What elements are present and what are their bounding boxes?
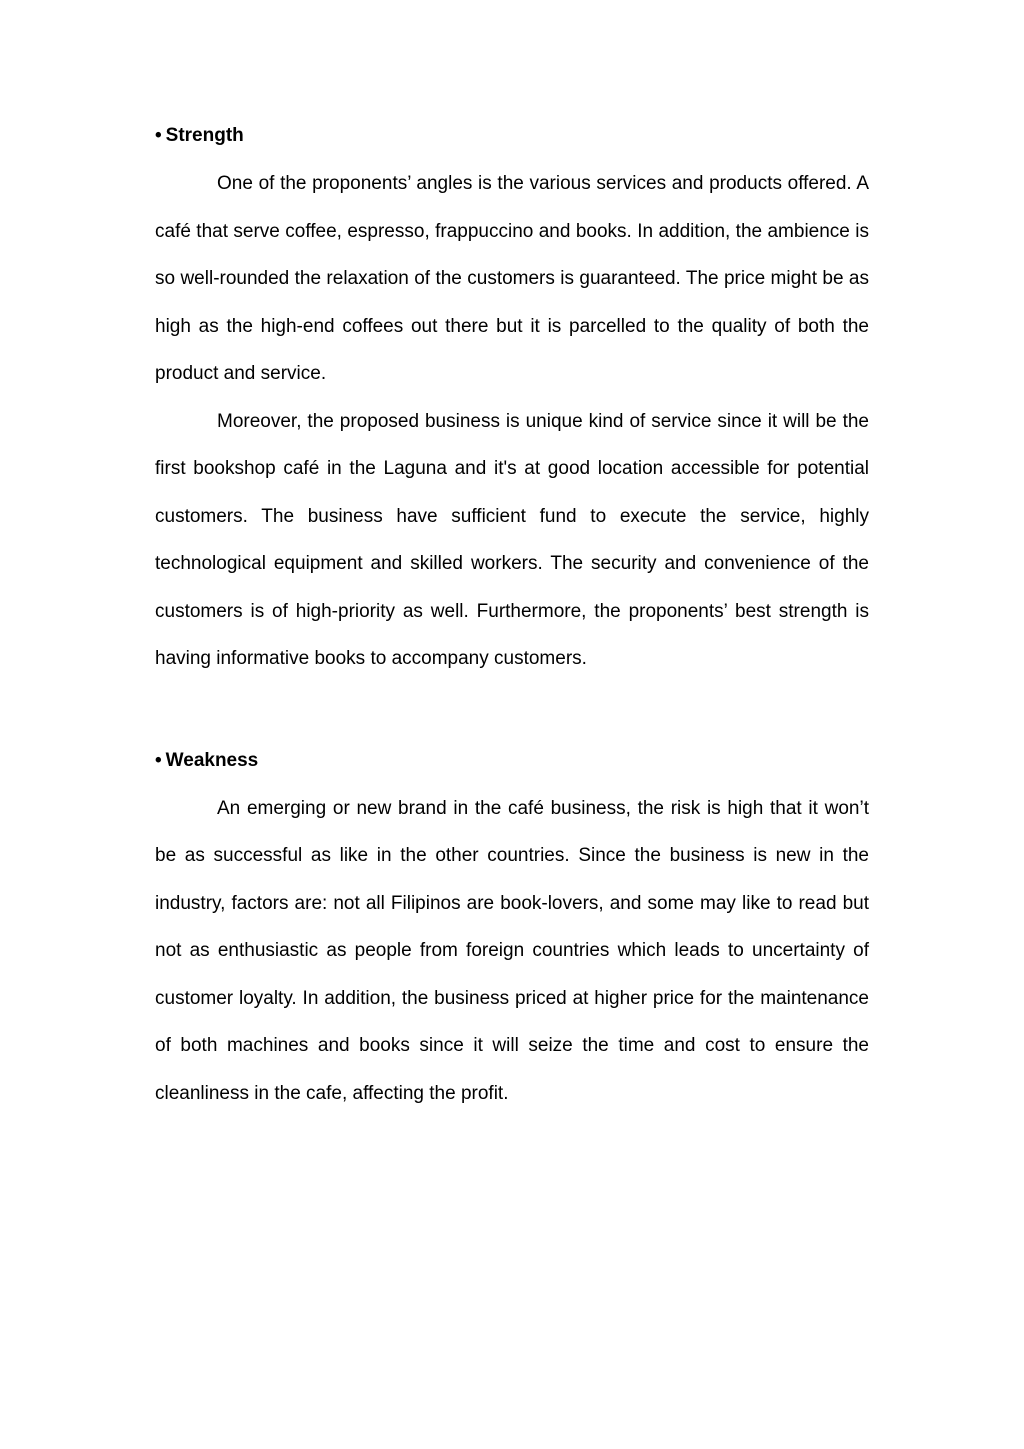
heading-text: Weakness (165, 749, 259, 771)
document-body (155, 118, 869, 1117)
bullet-icon: • (155, 749, 162, 771)
bullet-icon: • (155, 125, 162, 146)
weakness-paragraph-1: An emerging or new brand in the café business, the risk is high that it won’t be as successful as like in the other countries. Since the business is new in the industry, factors are: not all Filipinos are book-lovers, and some may like to read but not as enthusiastic as people from foreign countries which leads to uncertainty of customer loyalty. In addition, the business priced at higher price for the maintenance of both machines and books since it will seize the time and cost to ensure the cleanliness in the cafe, affecting the profit. (155, 797, 869, 1104)
section-spacer (155, 683, 869, 743)
section-heading-weakness (155, 743, 869, 779)
heading-text: Strength (165, 125, 244, 146)
strength-paragraph-1: One of the proponents’ angles is the various services and products offered. A café that serve coffee, espresso, frappuccino and books. In addition, the ambience is so well-rounded the relaxation of the customers is guaranteed. The price might be as high as the high-end coffees out there but it is parcelled to the quality of both the product and service. (155, 173, 869, 384)
section-heading-strength (155, 118, 869, 154)
strength-paragraph-2: Moreover, the proposed business is unique kind of service since it will be the first bookshop café in the Laguna and it's at good location accessible for potential customers. The business have sufficient fund to execute the service, highly technological equipment and skilled workers. The security and convenience of the customers is of high-priority as well. Furthermore, the proponents’ best strength is having informative books to accompany customers. (155, 410, 869, 669)
